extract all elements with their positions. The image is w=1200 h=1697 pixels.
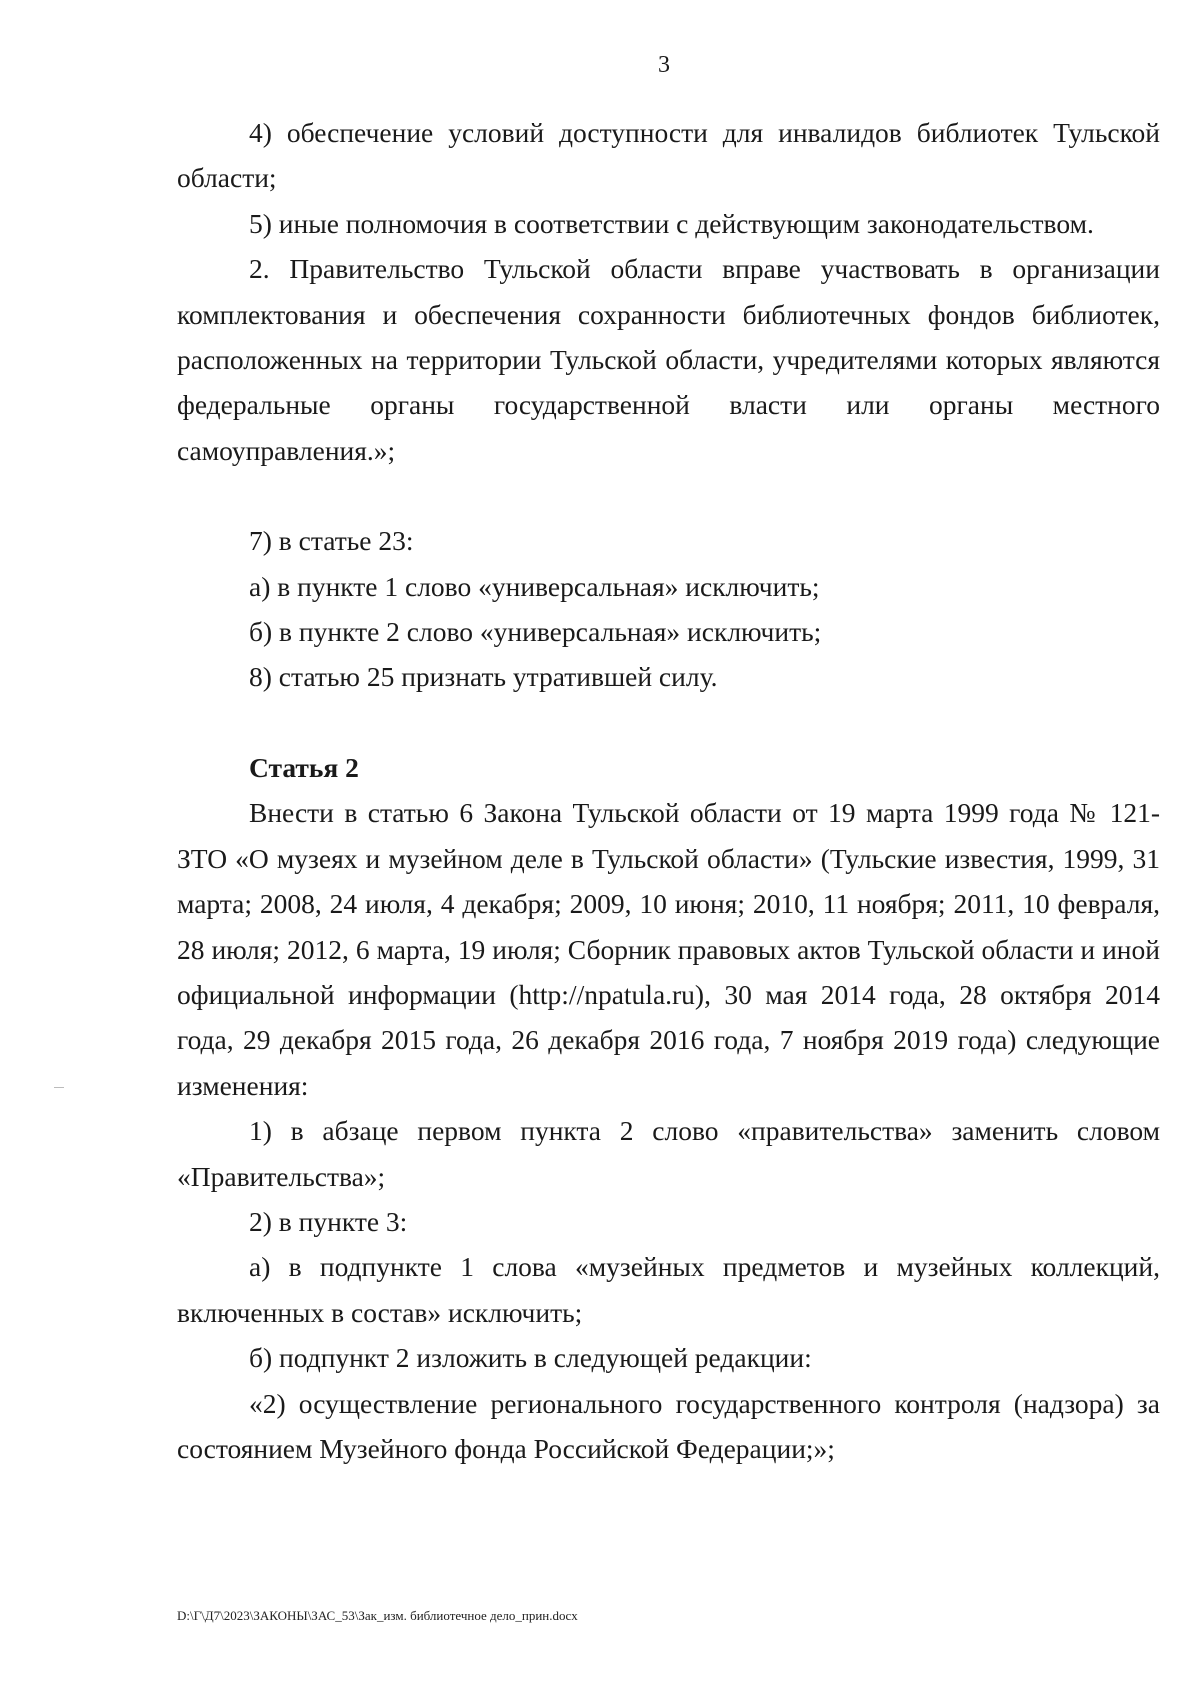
article-heading: Статья 2 xyxy=(249,751,359,783)
paragraph: 1) в абзаце первом пункта 2 слово «правительства» заменить словом «Правительства»; xyxy=(177,1115,1160,1192)
paragraph: б) в пункте 2 слово «универсальная» исключить; xyxy=(249,616,822,648)
paragraph: «2) осуществление регионального государственного контроля (надзора) за состоянием Музейного фонда Российской Федерации;»; xyxy=(177,1387,1160,1464)
footer-file-path: D:\Г\Д7\2023\ЗАКОНЫ\ЗАС_53\Зак_изм. библиотечное дело_прин.docx xyxy=(177,1608,578,1623)
paragraph: а) в подпункте 1 слова «музейных предметов и музейных коллекций, включенных в состав» исключить; xyxy=(177,1251,1160,1328)
margin-mark xyxy=(54,1087,64,1088)
paragraph: 4) обеспечение условий доступности для инвалидов библиотек Тульской области; xyxy=(177,117,1160,194)
paragraph: а) в пункте 1 слово «универсальная» исключить; xyxy=(249,570,820,602)
paragraph: 7) в статье 23: xyxy=(249,525,414,557)
paragraph: 5) иные полномочия в соответствии с действующим законодательством. xyxy=(249,207,1094,239)
document-body xyxy=(177,110,1160,1471)
paragraph: 8) статью 25 признать утратившей силу. xyxy=(249,661,718,693)
paragraph: б) подпункт 2 изложить в следующей редакции: xyxy=(249,1342,812,1374)
paragraph: 2) в пункте 3: xyxy=(249,1205,408,1237)
paragraph: Внести в статью 6 Закона Тульской области от 19 марта 1999 года № 121-ЗТО «О музеях и музейном деле в Тульской области» (Тульские известия, 1999, 31 марта; 2008, 24 июля, 4 декабря; 2009, 10 июня; 2010, 11 ноября; 2011, 10 февраля, 28 июля; 2012, 6 марта, 19 июля; Сборник правовых актов Тульской области и иной официальной информации (http://npatula.ru), 30 мая 2014 года, 28 октября 2014 года, 29 декабря 2015 года, 26 декабря 2016 года, 7 ноября 2019 года) следующие изменения: xyxy=(177,797,1160,1101)
paragraph: 2. Правительство Тульской области вправе участвовать в организации комплектования и обеспечения сохранности библиотечных фондов библиотек, расположенных на территории Тульской области, учредителями которых являются федеральные органы государственной власти или органы местного самоуправления.»; xyxy=(177,253,1160,466)
page-number: 3 xyxy=(658,52,670,78)
